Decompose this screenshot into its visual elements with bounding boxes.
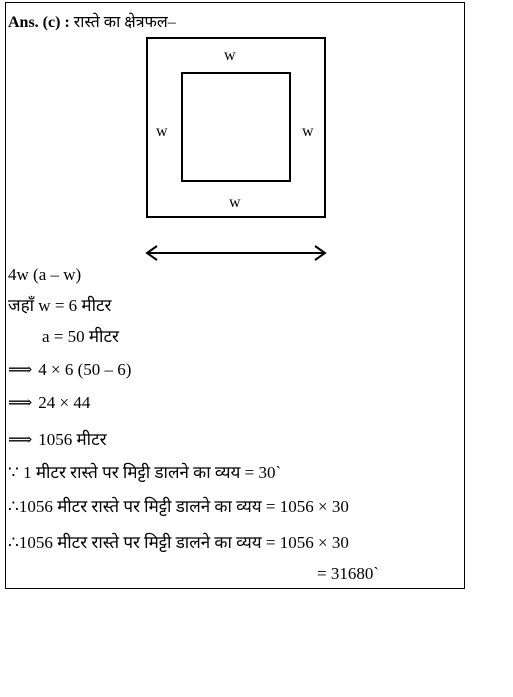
label-w-bottom: w xyxy=(229,194,241,211)
step1-line xyxy=(8,360,131,380)
implies-icon: ⟹ xyxy=(8,360,33,379)
label-w-top: w xyxy=(224,47,236,64)
implies-icon: ⟹ xyxy=(8,393,33,412)
result-line: = 31680` xyxy=(317,564,379,583)
inner-square xyxy=(182,73,290,181)
formula-line: 4w (a – w) xyxy=(8,265,82,284)
implies-icon: ⟹ xyxy=(8,430,33,449)
answer-title: रास्ते का क्षेत्रफल– xyxy=(73,14,176,31)
given-a-line: a = 50 मीटर xyxy=(42,327,119,346)
step3-line xyxy=(8,427,107,450)
cost-rate-line: ∵ 1 मीटर रास्ते पर मिट्टी डालने का व्यय = 30` xyxy=(8,463,282,482)
step2-line xyxy=(8,393,90,413)
cost-total-line-2: ∴1056 मीटर रास्ते पर मिट्टी डालने का व्यय = 1056 × 30 xyxy=(8,533,349,552)
given-w-line: जहाँ w = 6 मीटर xyxy=(8,296,112,315)
step2-text: 24 × 44 xyxy=(38,393,91,412)
outer-square xyxy=(147,38,325,217)
answer-label: Ans. (c) : xyxy=(8,14,70,31)
step3-text: 1056 मीटर xyxy=(38,430,107,449)
label-w-right: w xyxy=(302,123,314,140)
label-w-left: w xyxy=(156,123,168,140)
step1-text: 4 × 6 (50 – 6) xyxy=(38,360,132,379)
double-arrow xyxy=(147,246,325,260)
cost-total-line-1: ∴1056 मीटर रास्ते पर मिट्टी डालने का व्यय = 1056 × 30 xyxy=(8,497,349,516)
